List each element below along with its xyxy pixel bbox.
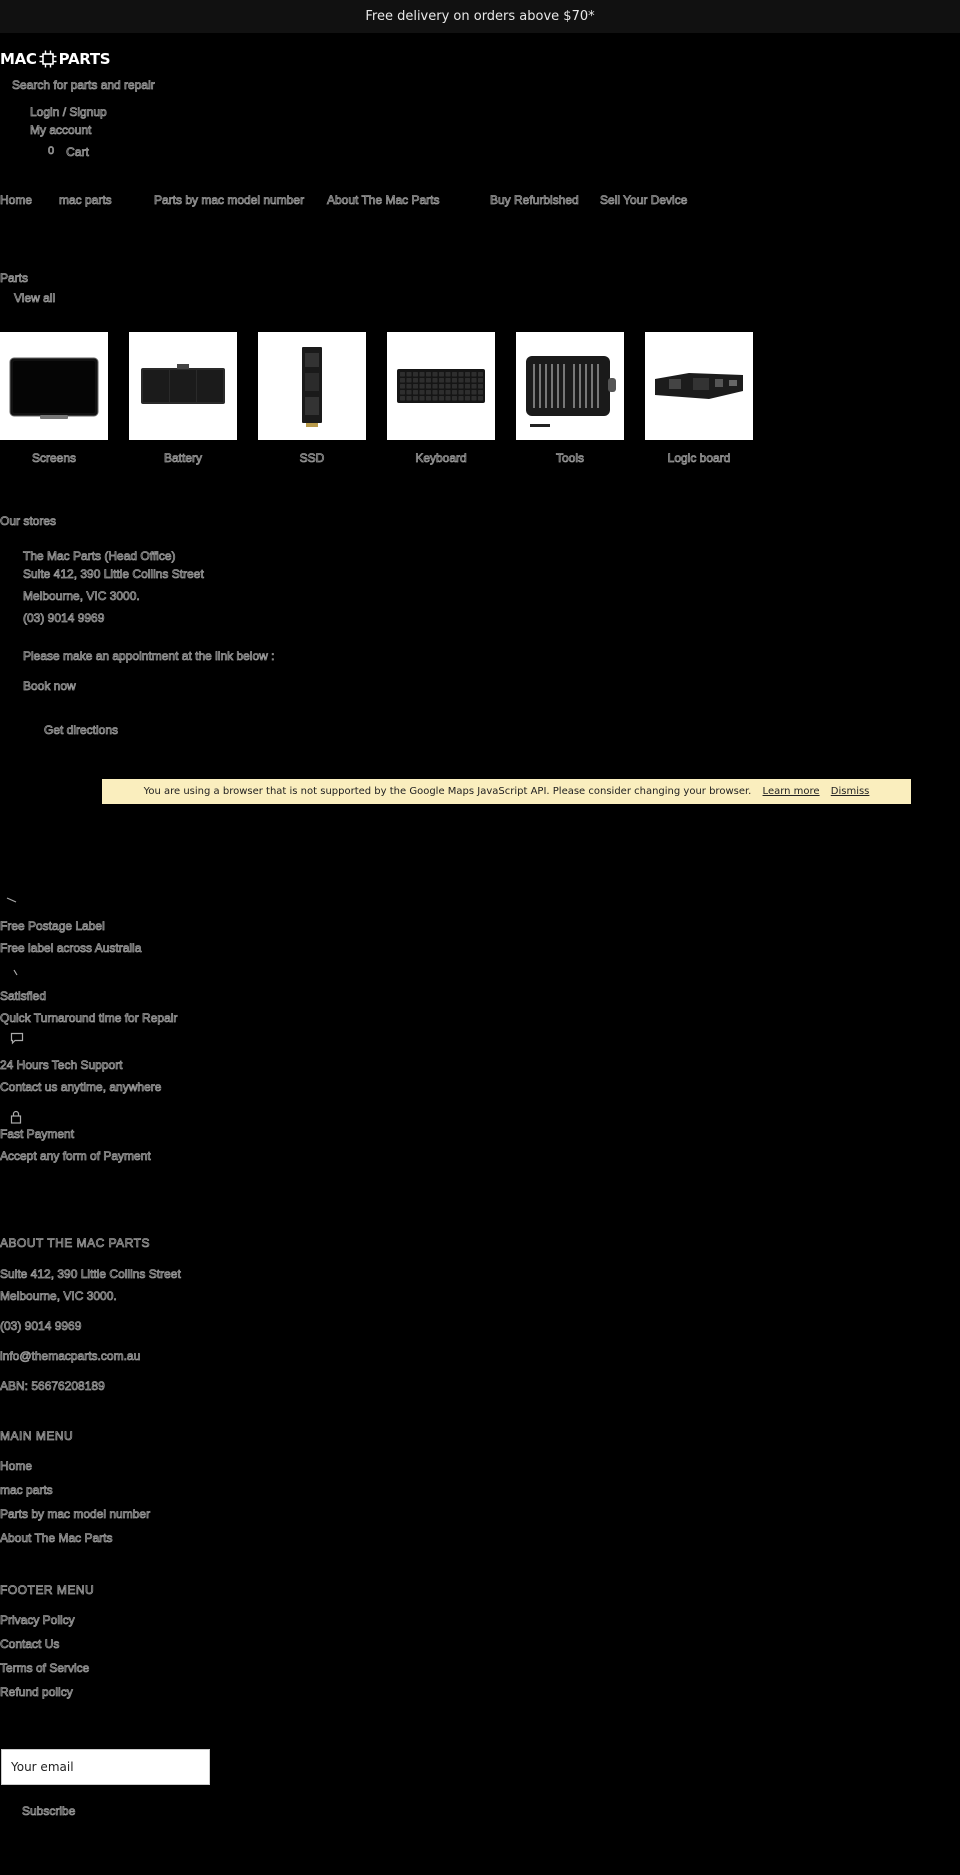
account-link[interactable]: My account bbox=[30, 123, 92, 137]
battery-image bbox=[133, 356, 233, 416]
cart-count: 0 bbox=[48, 145, 55, 157]
part-tile-keyboard[interactable] bbox=[387, 332, 495, 440]
maps-unsupported-banner bbox=[102, 779, 911, 804]
truck-icon bbox=[6, 892, 18, 910]
get-directions-link[interactable]: Get directions bbox=[44, 723, 119, 737]
footer-address-line2: Melbourne, VIC 3000. bbox=[0, 1289, 117, 1303]
store-name: The Mac Parts (Head Office) bbox=[23, 549, 176, 563]
nav-parts-by-model[interactable]: Parts by mac model number bbox=[154, 193, 305, 207]
footer-link-terms[interactable]: Terms of Service bbox=[0, 1661, 90, 1675]
footer-abn: ABN: 56676208189 bbox=[0, 1379, 105, 1393]
footer-link-mac-parts[interactable]: mac parts bbox=[0, 1483, 53, 1497]
logo-text-parts: PARTS bbox=[58, 50, 111, 68]
chip-icon bbox=[39, 50, 57, 68]
footer-link-parts-by-model[interactable]: Parts by mac model number bbox=[0, 1507, 151, 1521]
view-all-link[interactable]: View all bbox=[14, 291, 56, 305]
cart-label: Cart bbox=[66, 145, 89, 159]
feature-text-support: Contact us anytime, anywhere bbox=[0, 1080, 162, 1094]
screen-image bbox=[4, 346, 104, 426]
book-now-link[interactable]: Book now bbox=[23, 679, 76, 693]
footer-link-refund[interactable]: Refund policy bbox=[0, 1685, 73, 1699]
part-tile-tools[interactable] bbox=[516, 332, 624, 440]
feature-text-postage: Free label across Australia bbox=[0, 941, 142, 955]
feature-title-postage: Free Postage Label bbox=[0, 919, 105, 933]
footer-link-home[interactable]: Home bbox=[0, 1459, 33, 1473]
nav-buy-refurbished[interactable]: Buy Refurbished bbox=[490, 193, 579, 207]
footer-main-menu-heading: MAIN MENU bbox=[0, 1429, 74, 1443]
part-tile-screens[interactable] bbox=[0, 332, 108, 440]
parts-heading: Parts bbox=[0, 271, 29, 285]
nav-about[interactable]: About The Mac Parts bbox=[327, 193, 440, 207]
newsletter-email-input[interactable] bbox=[1, 1749, 210, 1785]
footer-link-about[interactable]: About The Mac Parts bbox=[0, 1531, 113, 1545]
footer-address-line1: Suite 412, 390 Little Collins Street bbox=[0, 1267, 181, 1281]
part-tile-logic-board[interactable] bbox=[645, 332, 753, 440]
nav-mac-parts[interactable]: mac parts bbox=[59, 193, 112, 207]
check-icon bbox=[12, 965, 20, 983]
site-logo[interactable] bbox=[0, 49, 110, 69]
part-tile-ssd[interactable] bbox=[258, 332, 366, 440]
logo-text-mac: MAC bbox=[0, 50, 37, 68]
chat-icon bbox=[10, 1032, 24, 1050]
feature-text-payment: Accept any form of Payment bbox=[0, 1149, 151, 1163]
feature-title-support: 24 Hours Tech Support bbox=[0, 1058, 123, 1072]
footer-menu-heading: FOOTER MENU bbox=[0, 1583, 95, 1597]
login-link[interactable]: Login / Signup bbox=[30, 105, 107, 119]
part-label-logic-board[interactable]: Logic board bbox=[667, 451, 731, 465]
subscribe-button[interactable]: Subscribe bbox=[22, 1804, 76, 1818]
feature-text-satisfied: Quick Turnaround time for Repair bbox=[0, 1011, 178, 1025]
footer-about-heading: ABOUT THE MAC PARTS bbox=[0, 1236, 150, 1250]
footer-link-privacy[interactable]: Privacy Policy bbox=[0, 1613, 75, 1627]
nav-sell-device[interactable]: Sell Your Device bbox=[600, 193, 688, 207]
store-address-line1: Suite 412, 390 Little Collins Street bbox=[23, 567, 204, 581]
learn-more-link[interactable]: Learn more bbox=[762, 786, 820, 797]
maps-banner-message: You are using a browser that is not supported by the Google Maps JavaScript API. Please consider changing your browser. bbox=[143, 786, 752, 797]
part-label-keyboard[interactable]: Keyboard bbox=[415, 451, 467, 465]
store-phone: (03) 9014 9969 bbox=[23, 611, 105, 625]
announcement-text: Free delivery on orders above $70* bbox=[365, 9, 595, 24]
part-label-battery[interactable]: Battery bbox=[163, 451, 202, 465]
footer-link-contact[interactable]: Contact Us bbox=[0, 1637, 60, 1651]
cart-link[interactable] bbox=[48, 145, 89, 159]
part-label-tools[interactable]: Tools bbox=[555, 451, 584, 465]
feature-title-satisfied: Satisfied bbox=[0, 989, 47, 1003]
keyboard-image bbox=[391, 361, 491, 411]
search-link[interactable]: Search for parts and repair bbox=[12, 78, 155, 92]
part-tile-battery[interactable] bbox=[129, 332, 237, 440]
part-label-screens[interactable]: Screens bbox=[31, 451, 77, 465]
appointment-note: Please make an appointment at the link below : bbox=[23, 649, 275, 663]
dismiss-link[interactable]: Dismiss bbox=[830, 786, 870, 797]
logic-board-image bbox=[649, 361, 749, 411]
stores-heading: Our stores bbox=[0, 514, 57, 528]
feature-title-payment: Fast Payment bbox=[0, 1127, 75, 1141]
tools-image bbox=[520, 338, 620, 434]
part-label-ssd[interactable]: SSD bbox=[299, 451, 325, 465]
footer-phone: (03) 9014 9969 bbox=[0, 1319, 82, 1333]
store-address-line2: Melbourne, VIC 3000. bbox=[23, 589, 140, 603]
ssd-image bbox=[292, 341, 332, 431]
announcement-bar bbox=[0, 0, 960, 33]
nav-home[interactable]: Home bbox=[0, 193, 33, 207]
footer-email-link[interactable]: info@themacparts.com.au bbox=[0, 1349, 141, 1363]
